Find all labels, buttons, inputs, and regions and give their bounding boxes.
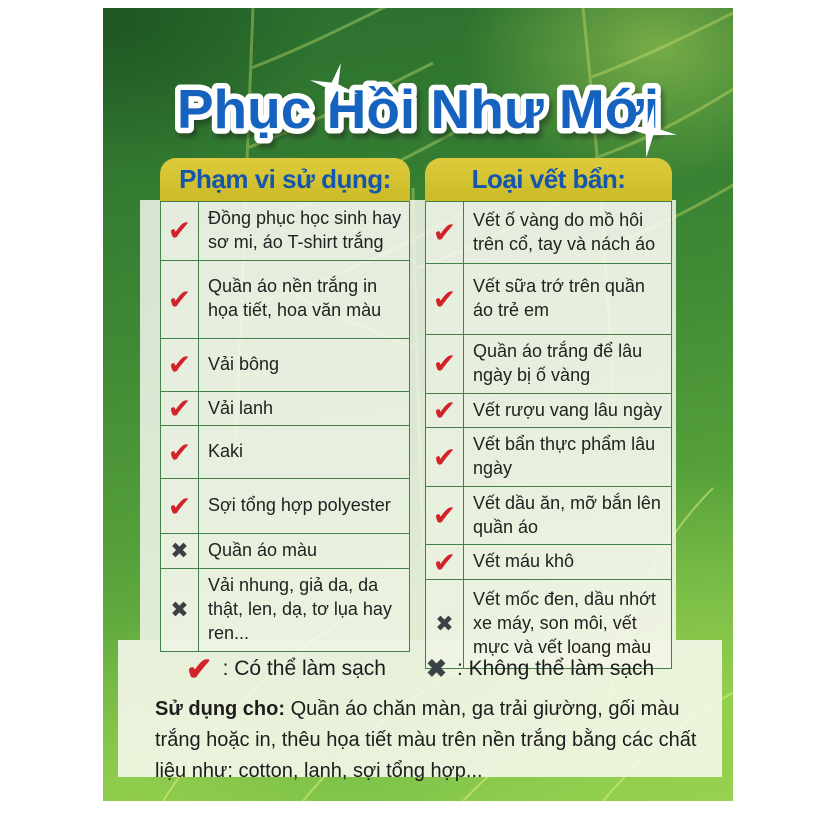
cross-mark-icon: ✖ (425, 655, 447, 683)
row-label: Vết mốc đen, dầu nhớt xe máy, son môi, vết mực và vết loang màu (473, 589, 656, 657)
page-title-text: Phục Hồi Như Mới (176, 78, 660, 140)
table-row (426, 202, 671, 263)
row-label: Vải bông (208, 353, 280, 374)
usage-table-body (160, 201, 410, 652)
row-label: Quần áo trắng để lâu ngày bị ố vàng (473, 341, 643, 385)
check-mark-icon: ✔ (161, 392, 199, 426)
row-label: Vết sữa trớ trên quần áo trẻ em (473, 276, 645, 320)
row-label: Sợi tổng hợp polyester (208, 495, 391, 516)
row-label: Vải nhung, giả da, da thật, len, dạ, tơ lụa hay ren... (208, 575, 392, 643)
cross-mark-icon: ✖ (161, 569, 199, 650)
table-row (161, 202, 409, 260)
check-mark-icon: ✔ (161, 479, 199, 533)
check-mark-icon: ✔ (426, 394, 464, 428)
check-mark-icon: ✔ (161, 202, 199, 260)
table-row (161, 391, 409, 426)
table-row (426, 393, 671, 428)
table-row (426, 334, 671, 393)
row-label: Đồng phục học sinh hay sơ mi, áo T-shirt trắng (208, 208, 402, 252)
row-label: Vết bẩn thực phẩm lâu ngày (473, 434, 656, 478)
row-label: Vết dầu ăn, mỡ bắn lên quần áo (473, 492, 661, 537)
legend (118, 646, 722, 692)
leaf-background (103, 8, 733, 801)
check-mark-icon: ✔ (426, 487, 464, 545)
row-label: Vết rượu vang lâu ngày (473, 399, 662, 420)
table-row (161, 260, 409, 338)
row-label: Vết máu khô (473, 551, 575, 572)
stain-table-header: Loại vết bẩn: (425, 158, 672, 201)
check-mark-icon: ✔ (426, 335, 464, 393)
check-mark-icon: ✔ (161, 426, 199, 478)
table-row (426, 427, 671, 486)
check-mark-icon: ✔ (426, 202, 464, 263)
check-mark-icon: ✔ (426, 545, 464, 579)
table-row (161, 568, 409, 650)
table-row (426, 263, 671, 334)
table-row (426, 544, 671, 579)
legend-check-label: : Có thể làm sạch (222, 657, 386, 680)
stain-table (425, 158, 672, 669)
table-row (161, 425, 409, 478)
usage-table-header: Phạm vi sử dụng: (160, 158, 410, 201)
row-label: Kaki (208, 441, 244, 462)
row-label: Vải lanh (208, 397, 274, 418)
check-mark-icon: ✔ (426, 428, 464, 486)
table-row (161, 478, 409, 533)
check-mark-icon: ✔ (185, 651, 213, 687)
check-mark-icon: ✔ (426, 264, 464, 334)
legend-cross-label: : Không thể làm sạch (456, 657, 655, 680)
row-label: Vết ố vàng do mồ hôi trên cổ, tay và nách áo (473, 209, 656, 254)
cross-mark-icon: ✖ (426, 580, 464, 668)
table-row (161, 533, 409, 568)
page-title (103, 36, 733, 160)
row-label: Quần áo màu (208, 540, 318, 561)
usage-note-lead: Sử dụng cho: (155, 698, 286, 720)
check-mark-icon: ✔ (161, 339, 199, 391)
row-label: Quần áo nền trắng in họa tiết, hoa văn màu (208, 276, 382, 320)
table-row (426, 486, 671, 545)
usage-note (155, 694, 715, 787)
table-row (161, 338, 409, 391)
usage-table (160, 158, 410, 652)
check-mark-icon: ✔ (161, 261, 199, 338)
stain-table-body (425, 201, 672, 669)
cross-mark-icon: ✖ (161, 534, 199, 568)
usage-note-text: Quần áo chăn màn, ga trải giường, gối màu trắng hoặc in, thêu họa tiết màu trên nền trắng bằng các chất liệu như: cotton, lanh, sợi tổng hợp... (155, 698, 697, 782)
